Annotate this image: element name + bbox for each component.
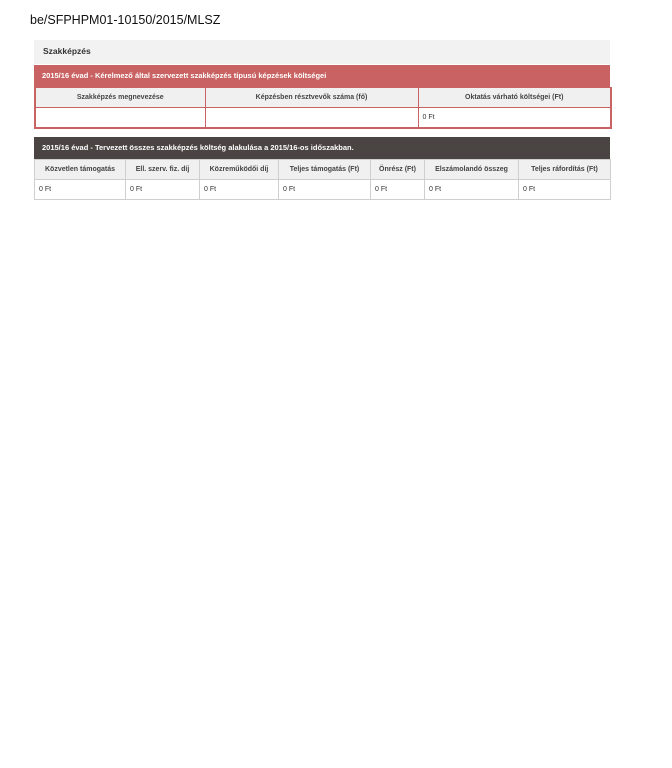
planned-costs-title: 2015/16 évad - Tervezett összes szakképzés költség alakulása a 2015/16-os időszakban. [34,137,610,159]
column-header: Közreműködői díj [200,160,279,180]
table-header-row [35,88,611,108]
planned-costs-table [34,159,611,200]
section-title: Szakképzés [34,40,610,64]
training-costs-table [34,87,612,129]
column-header: Oktatás várható költségei (Ft) [418,88,611,108]
table-cell: 0 Ft [371,180,425,200]
table-cell: 0 Ft [200,180,279,200]
column-header: Elszámolandó összeg [425,160,519,180]
table-row [35,180,611,200]
table-cell [205,108,418,129]
table-cell: 0 Ft [35,180,126,200]
table-row [35,108,611,129]
table-cell: 0 Ft [126,180,200,200]
table-cell: 0 Ft [425,180,519,200]
training-costs-block [34,65,610,129]
szakkepzes-section [34,40,610,200]
planned-costs-block [34,137,610,200]
table-cell: 0 Ft [418,108,611,129]
table-cell: 0 Ft [519,180,611,200]
column-header: Teljes támogatás (Ft) [279,160,371,180]
training-costs-title: 2015/16 évad - Kérelmező által szervezett szakképzés típusú képzések költségei [34,65,610,87]
table-cell [35,108,205,129]
table-header-row [35,160,611,180]
column-header: Szakképzés megnevezése [35,88,205,108]
column-header: Ell. szerv. fiz. díj [126,160,200,180]
column-header: Teljes ráfordítás (Ft) [519,160,611,180]
column-header: Képzésben résztvevők száma (fő) [205,88,418,108]
column-header: Közvetlen támogatás [35,160,126,180]
table-cell: 0 Ft [279,180,371,200]
column-header: Önrész (Ft) [371,160,425,180]
document-reference: be/SFPHPM01-10150/2015/MLSZ [30,13,221,27]
